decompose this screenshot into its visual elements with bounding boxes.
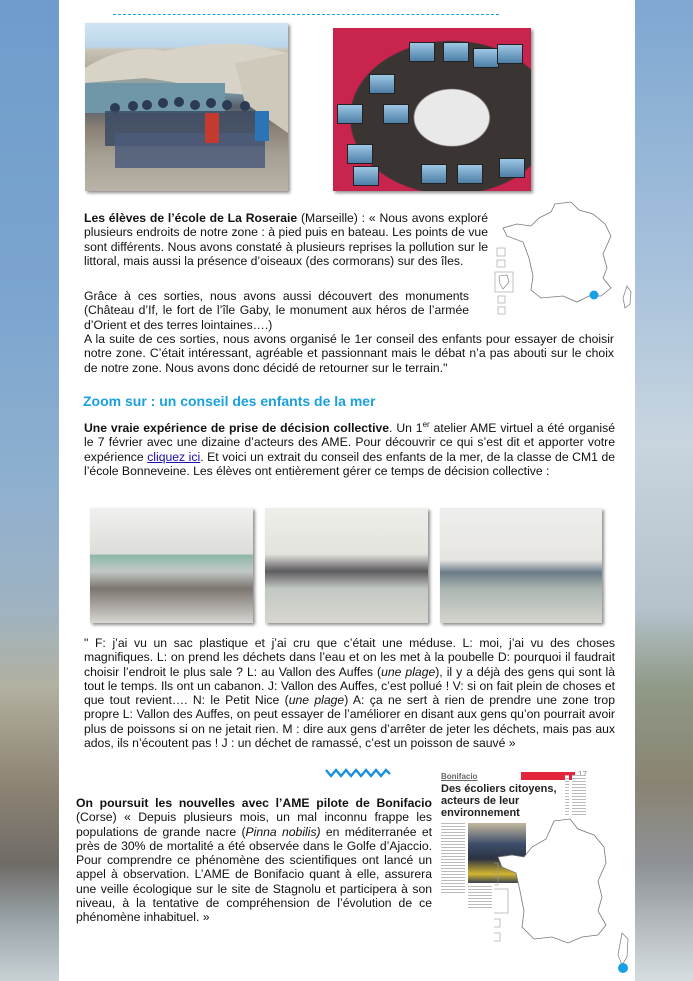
roseraie-paragraph-3: A la suite de ces sorties, nous avons organisé le 1er conseil des enfants pour essayer de choisir notre zone. C’était intéressant, agréable et passionnant mais le débat n’a pas abouti sur le choix de notre zone. Nous avons donc décidé de retourner sur le terrain." xyxy=(84,332,614,375)
classroom-photo-2 xyxy=(265,508,428,623)
children-council-quote: " F: j’ai vu un sac plastique et j’ai cru que c’était une méduse. L: moi, j’ai vu des choses magnifiques. L: on prend les déchets dans l’eau et on les met à la poubelle D: pourquoi il faudrait choisir l’endroit le plus sale ? L: au Vallon des Auffes (une plage), il y a déjà des gens qui sont là tout le temps. Ils ont un cabanon. J: Vallon des Auffes, c’est pollué ! V: si on fait plein de choses et que tout revient…. N: le Petit Nice (une plage) A: ça ne sert à rien de prendre une zone trop propre L: Vallon des Auffes, on peut essayer de l’améliorer en disant aux gens qu’on pourrait avoir plus de poissons si on ne jetait rien. M : dire aux gens d’arrêter de jeter les déchets, mais pas aux ados, ils n’écoutent pas ! J : un déchet de ramassé, c’est un poisson de sauvé » xyxy=(84,636,615,751)
group-photo-illustration xyxy=(85,23,288,191)
newsletter-page xyxy=(59,0,635,981)
france-map-bonifacio xyxy=(494,815,635,981)
section-title-zoom: Zoom sur : un conseil des enfants de la mer xyxy=(83,393,376,409)
location-marker-bonifacio xyxy=(618,963,628,973)
wavy-divider xyxy=(325,768,391,778)
classroom-photo-1 xyxy=(90,508,253,623)
roseraie-paragraph-1: Les élèves de l’école de La Roseraie (Marseille) : « Nous avons exploré plusieurs endroits de notre zone : à pied puis en bateau. Les points de vue sont différents. Nous avons constaté à plusieurs reprises la pollution sur le littoral, mais aussi la présence d’oiseaux (des cormorans) sur des îles. xyxy=(84,211,488,268)
classroom-photo-3 xyxy=(440,508,602,623)
top-dashed-divider xyxy=(113,14,499,15)
photo-roseraie-class-group xyxy=(85,23,288,191)
location-marker-marseille xyxy=(590,291,599,300)
clipping-headline: Des écoliers citoyens, acteurs de leur environnement xyxy=(441,783,557,819)
cliquez-ici-link[interactable]: cliquez ici xyxy=(147,449,201,464)
france-map-roseraie xyxy=(493,196,635,316)
background-left xyxy=(0,0,59,981)
clipping-text-column xyxy=(441,823,465,893)
background-right xyxy=(635,0,693,981)
clipping-side-column xyxy=(572,775,586,815)
clipping-kicker: Bonifacio xyxy=(441,772,478,781)
photo-zone-poster xyxy=(333,28,531,191)
roseraie-paragraph-2: Grâce à ces sorties, nous avons aussi découvert des monuments (Château d’If, le fort de l’île Gaby, le monument aux héros de l’armée d’Orient et des terres lointaines….) xyxy=(84,289,469,332)
zoom-intro-paragraph: Une vraie expérience de prise de décision collective. Un 1er atelier AME virtuel a été organisé le 7 février avec une dizaine d’acteurs des AME. Pour découvrir ce qui s’est dit et apporter votre expérience cliquez ici. Et voici un extrait du conseil des enfants de la mer, de la classe de CM1 de l’école Bonneveine. Les élèves ont entièrement gérer ce temps de décision collective : xyxy=(84,420,615,478)
clipping-text-column xyxy=(468,886,492,908)
bonifacio-paragraph: On poursuit les nouvelles avec l’AME pilote de Bonifacio (Corse) « Depuis plusieurs mois, un mal inconnu frappe les populations de grande nacre (Pinna nobilis) en méditerranée et près de 30% de mortalité a été observée dans le Golfe d’Ajaccio. Pour comprendre ce phénomène des scientifiques ont lancé un appel à observation. L’AME de Bonifacio quant à elle, assurera une veille écologique sur le site de Stagnolu et participera à son niveau, à la tentative de compréhension de l’évolution de ce phénomène inhabituel. » xyxy=(76,796,432,925)
clipping-side-column xyxy=(565,775,569,815)
